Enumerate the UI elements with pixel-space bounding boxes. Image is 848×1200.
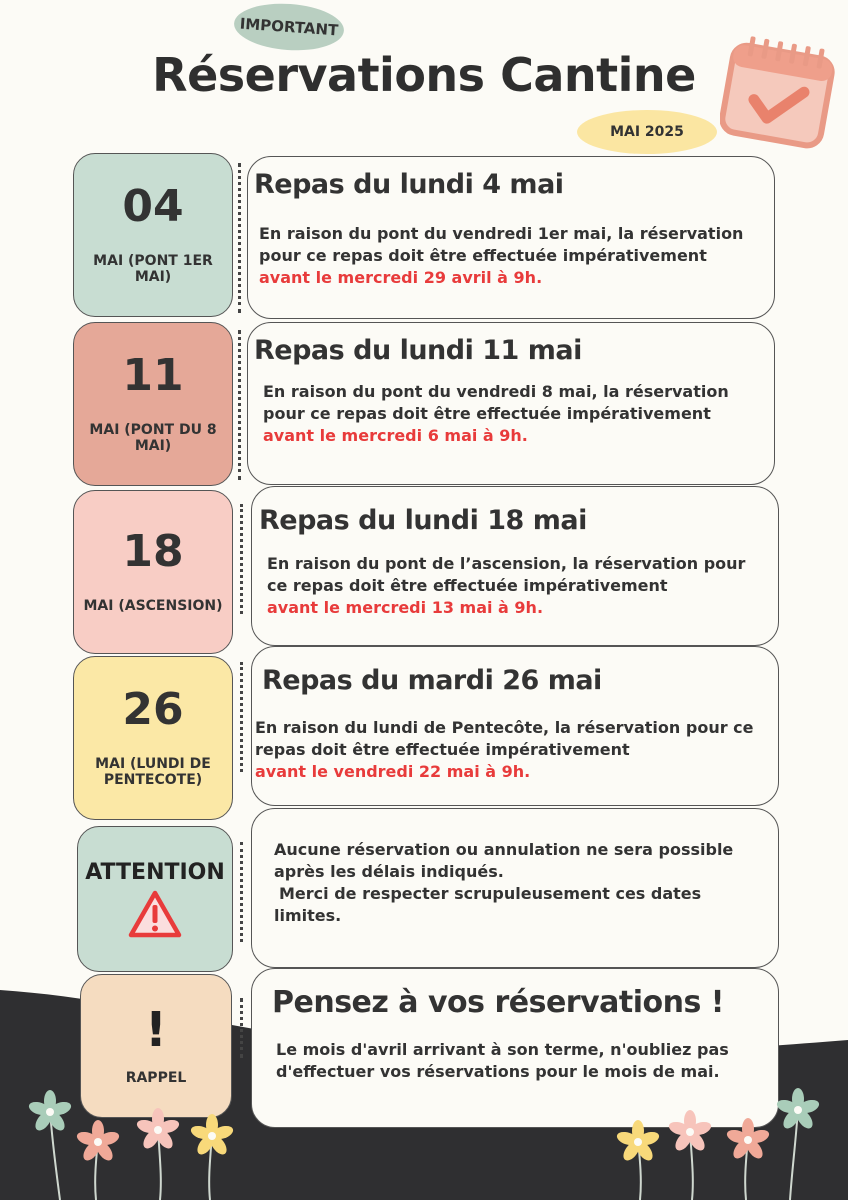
flowers-decoration: [0, 1080, 848, 1200]
date-box-11: [73, 322, 233, 486]
entry-deadline: avant le mercredi 13 mai à 9h.: [267, 598, 544, 617]
attention-line-2: Merci de respecter scrupuleusement ces dates limites.: [274, 884, 702, 925]
date-label: MAI (PONT DU 8 MAI): [89, 421, 217, 454]
card-attention: [251, 808, 779, 968]
card-entry-11: [247, 322, 775, 485]
date-number: 04: [122, 180, 184, 232]
date-number: 26: [122, 683, 184, 735]
date-box-18: [73, 490, 233, 654]
rappel-heading: Pensez à vos réservations !: [272, 985, 724, 1020]
entry-description: En raison du pont du vendredi 8 mai, la réservation pour ce repas doit être effectuée impérativement: [263, 382, 729, 423]
calendar-check-icon: [720, 30, 840, 150]
entry-description: En raison du pont du vendredi 1er mai, la réservation pour ce repas doit être effectuée impérativement: [259, 224, 744, 265]
entry-heading: Repas du mardi 26 mai: [262, 665, 602, 696]
card-entry-26: [251, 646, 779, 806]
attention-text: [274, 839, 754, 927]
entry-text: [259, 223, 759, 289]
entry-heading: Repas du lundi 18 mai: [259, 505, 587, 536]
entry-deadline: avant le vendredi 22 mai à 9h.: [255, 762, 531, 781]
date-label: MAI (ASCENSION): [83, 597, 223, 614]
page-title: Réservations Cantine: [152, 48, 696, 102]
card-entry-18: [251, 486, 779, 646]
date-number: 11: [122, 349, 184, 401]
dotted-divider: [240, 662, 243, 772]
date-label: MAI (PONT 1ER MAI): [93, 252, 213, 285]
entry-description: En raison du pont de l’ascension, la réservation pour ce repas doit être effectuée impérativement: [267, 554, 746, 595]
date-number: 18: [122, 525, 184, 577]
entry-deadline: avant le mercredi 29 avril à 9h.: [259, 268, 543, 287]
month-label: MAI 2025: [610, 124, 684, 140]
entry-description: En raison du lundi de Pentecôte, la réservation pour ce repas doit être effectuée impérativement: [255, 718, 754, 759]
rappel-label: RAPPEL: [125, 1070, 187, 1086]
entry-heading: Repas du lundi 4 mai: [254, 169, 564, 200]
card-entry-04: [247, 156, 775, 319]
date-box-26: [73, 656, 233, 820]
attention-line-1: Aucune réservation ou annulation ne sera possible après les délais indiqués.: [274, 840, 734, 881]
dotted-divider: [238, 330, 241, 480]
attention-box: [77, 826, 233, 972]
attention-label: ATTENTION: [85, 859, 225, 885]
month-badge: [577, 110, 717, 154]
entry-text: [255, 717, 765, 783]
important-label: IMPORTANT: [239, 14, 339, 40]
date-box-04: [73, 153, 233, 317]
date-label: MAI (LUNDI DE PENTECOTE): [95, 755, 211, 788]
entry-text: [263, 381, 763, 447]
dotted-divider: [238, 163, 241, 313]
exclamation-icon: !: [145, 1002, 167, 1058]
dotted-divider: [240, 842, 243, 942]
entry-text: [267, 553, 767, 619]
dotted-divider: [240, 504, 243, 614]
dotted-divider: [240, 998, 243, 1058]
rappel-text: Le mois d'avril arrivant à son terme, n'oubliez pas d'effectuer vos réservations pour le mois de mai.: [276, 1040, 729, 1081]
entry-heading: Repas du lundi 11 mai: [254, 335, 582, 366]
warning-icon: [127, 889, 183, 939]
entry-deadline: avant le mercredi 6 mai à 9h.: [263, 426, 528, 445]
